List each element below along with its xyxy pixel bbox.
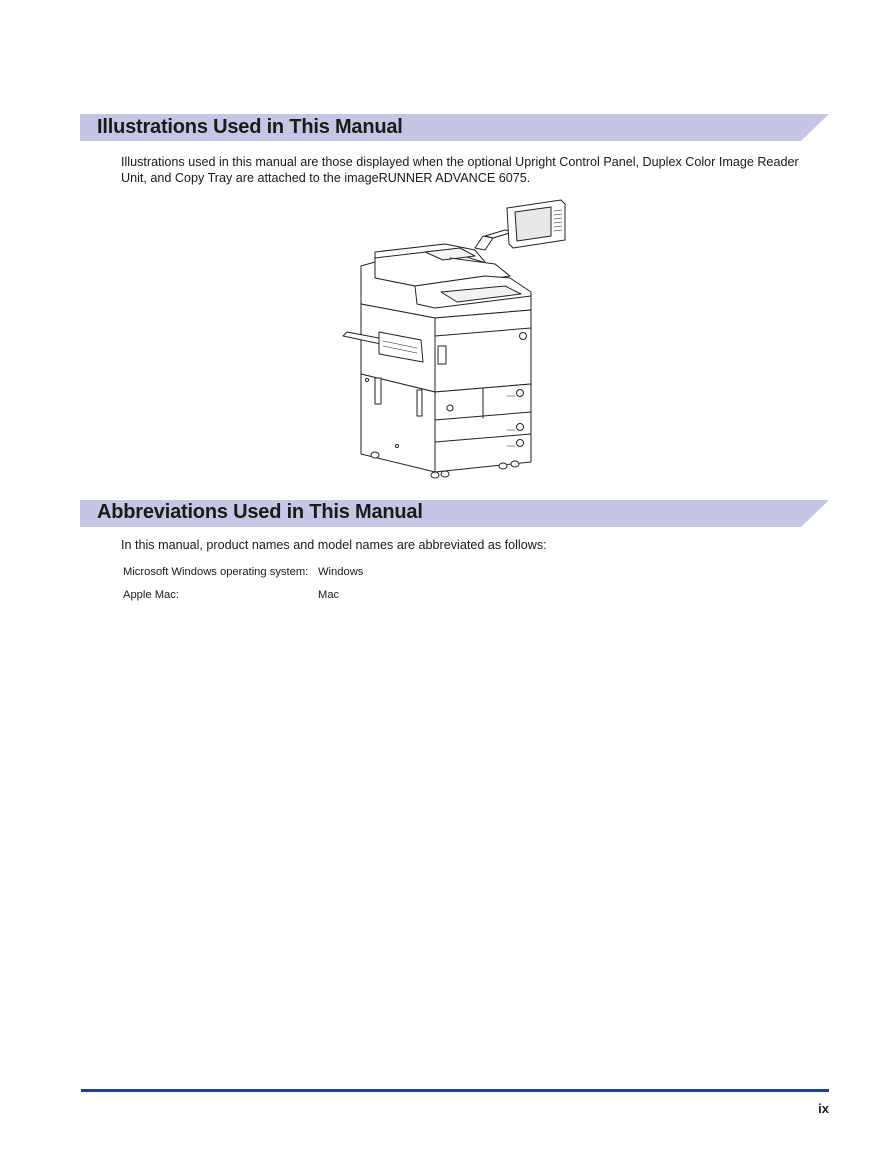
abbreviation-label: Microsoft Windows operating system:: [123, 566, 309, 578]
abbreviations-paragraph: In this manual, product names and model names are abbreviated as follows:: [121, 538, 547, 552]
illustrations-paragraph: Illustrations used in this manual are those displayed when the optional Upright Control Panel, Duplex Color Image Reader Unit, and Copy Tray are attached to the imageRUNNER ADVANCE 6075.: [121, 155, 799, 185]
page-number: ix: [818, 1101, 829, 1116]
section-title-illustrations: Illustrations Used in This Manual: [97, 116, 403, 138]
copier-illustration-icon: [335, 196, 575, 480]
footer-rule: [81, 1089, 829, 1092]
abbreviation-label: Apple Mac:: [123, 589, 179, 601]
abbreviation-value: Mac: [318, 589, 340, 601]
section-title-abbreviations: Abbreviations Used in This Manual: [97, 501, 423, 523]
abbreviation-value: Windows: [318, 566, 364, 578]
